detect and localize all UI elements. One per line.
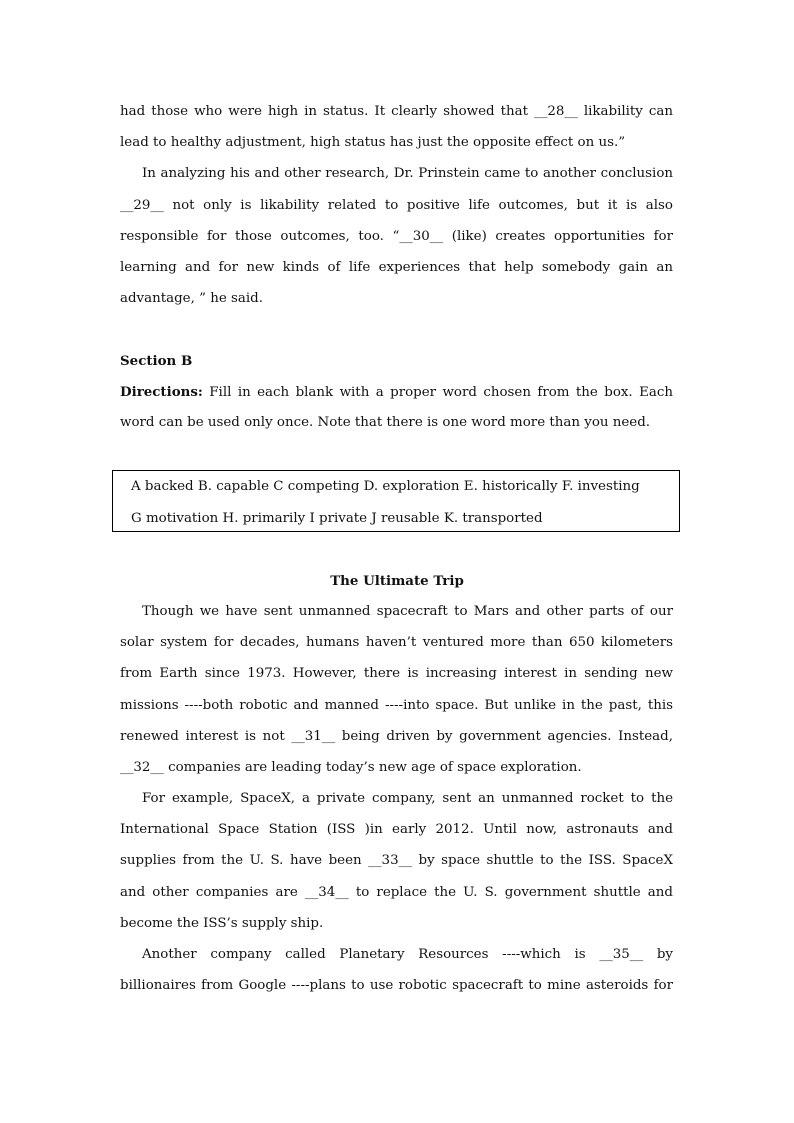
section-heading: Section B	[120, 353, 193, 369]
directions-label: Directions:	[120, 384, 203, 400]
paragraph-line: In analyzing his and other research, Dr. Prinstein came to another conclusion	[142, 166, 673, 181]
paragraph-line: International Space Station (ISS )in early 2012. Until now, astronauts and	[120, 822, 673, 837]
paragraph-line: advantage, ” he said.	[120, 291, 263, 306]
paragraph-line: renewed interest is not __31__ being driven by government agencies. Instead,	[120, 729, 673, 744]
paragraph-line: from Earth since 1973. However, there is increasing interest in sending new	[120, 666, 673, 681]
paragraph-line: learning and for new kinds of life experiences that help somebody gain an	[120, 260, 673, 275]
paragraph-line: missions ----both robotic and manned ----into space. But unlike in the past, this	[120, 698, 673, 713]
paragraph-line: become the ISS’s supply ship.	[120, 916, 324, 931]
word-box	[112, 470, 680, 532]
paragraph-line: lead to healthy adjustment, high status has just the opposite effect on us.”	[120, 135, 626, 150]
paragraph-line: __29__ not only is likability related to positive life outcomes, but it is also	[120, 198, 673, 213]
directions-line: word can be used only once. Note that there is one word more than you need.	[120, 415, 651, 430]
paragraph-line: Though we have sent unmanned spacecraft to Mars and other parts of our	[142, 604, 673, 619]
paragraph-line: had those who were high in status. It clearly showed that __28__ likability can	[120, 104, 673, 119]
word-box-line: A backed B. capable C competing D. exploration E. historically F. investing	[131, 479, 640, 494]
directions-line	[120, 382, 673, 402]
word-box-line: G motivation H. primarily I private J reusable K. transported	[131, 511, 543, 526]
paragraph-line: For example, SpaceX, a private company, sent an unmanned rocket to the	[142, 791, 673, 806]
passage-title: The Ultimate Trip	[330, 573, 464, 589]
paragraph-line: supplies from the U. S. have been __33__ by space shuttle to the ISS. SpaceX	[120, 853, 673, 868]
paragraph-line: Another company called Planetary Resources ----which is __35__ by	[142, 947, 673, 962]
paragraph-line: responsible for those outcomes, too. “__30__ (like) creates opportunities for	[120, 229, 673, 244]
paragraph-line: solar system for decades, humans haven’t ventured more than 650 kilometers	[120, 635, 673, 650]
paragraph-line: and other companies are __34__ to replace the U. S. government shuttle and	[120, 885, 673, 900]
paragraph-line: billionaires from Google ----plans to use robotic spacecraft to mine asteroids for	[120, 978, 673, 993]
directions-text: Fill in each blank with a proper word chosen from the box. Each	[202, 385, 673, 400]
paragraph-line: __32__ companies are leading today’s new age of space exploration.	[120, 760, 582, 775]
